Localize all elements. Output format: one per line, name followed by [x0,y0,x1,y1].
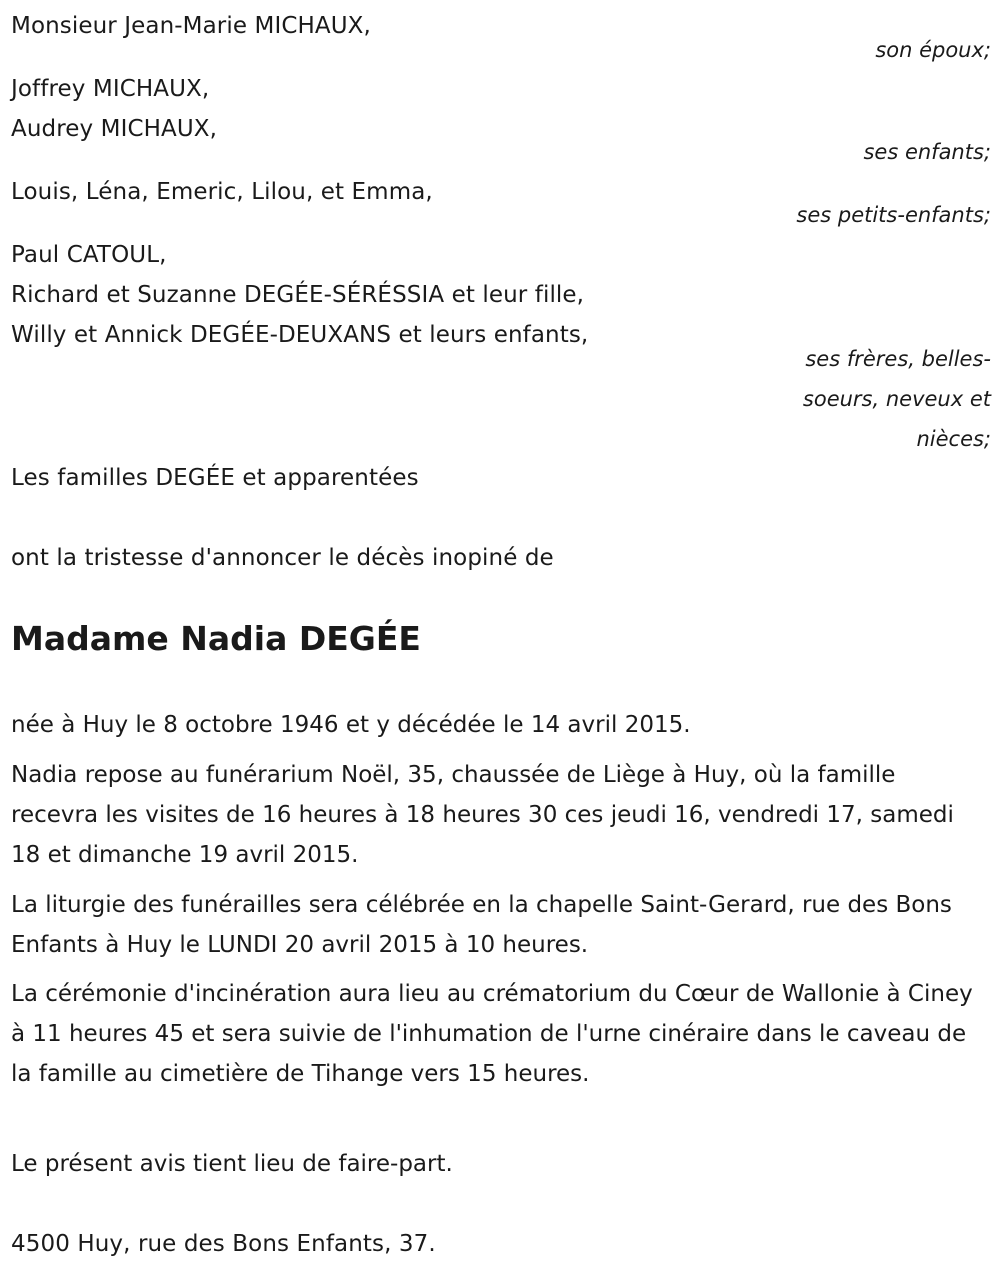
spouse-relation: son époux; [875,38,991,62]
visitation-paragraph: Nadia repose au funérarium Noël, 35, chaussée de Liège à Huy, où la famille recevra les visites de 16 heures à 18 heures 30 ces jeudi 16, vendredi 17, samedi 18 et dimanche 19 avril 2015. [11,762,954,868]
children-relation: ses enfants; [863,140,991,164]
cremation-paragraph: La cérémonie d'incinération aura lieu au crématorium du Cœur de Wallonie à Ciney à 11 heures 45 et sera suivie de l'inhumation de l'urne cinéraire dans le caveau de la famille au cimetière de Tihange vers 15 heures. [11,981,973,1087]
siblings-relation: ses frères, belles-soeurs, neveux et nièces; [802,347,991,451]
announcement-text: ont la tristesse d'annoncer le décès inopiné de [11,545,554,571]
grandchildren-relation: ses petits-enfants; [796,203,991,227]
spouse-name: Monsieur Jean-Marie MICHAUX, [11,13,371,39]
sibling-name: Paul CATOUL, [11,242,167,268]
child-name: Audrey MICHAUX, [11,116,218,142]
notice-paragraph: Le présent avis tient lieu de faire-part. [11,1151,453,1177]
birth-death-paragraph: née à Huy le 8 octobre 1946 et y décédée le 14 avril 2015. [11,712,691,738]
extended-families: Les familles DEGÉE et apparentées [11,465,419,491]
sibling-name: Willy et Annick DEGÉE-DEUXANS et leurs enfants, [11,322,589,348]
grandchildren-names: Louis, Léna, Emeric, Lilou, et Emma, [11,179,433,205]
address: 4500 Huy, rue des Bons Enfants, 37. [11,1231,436,1257]
child-name: Joffrey MICHAUX, [11,76,210,102]
sibling-name: Richard et Suzanne DEGÉE-SÉRÉSSIA et leur fille, [11,282,585,308]
liturgy-paragraph: La liturgie des funérailles sera célébrée en la chapelle Saint-Gerard, rue des Bons Enfants à Huy le LUNDI 20 avril 2015 à 10 heures. [11,892,952,958]
deceased-name: Madame Nadia DEGÉE [11,619,421,658]
